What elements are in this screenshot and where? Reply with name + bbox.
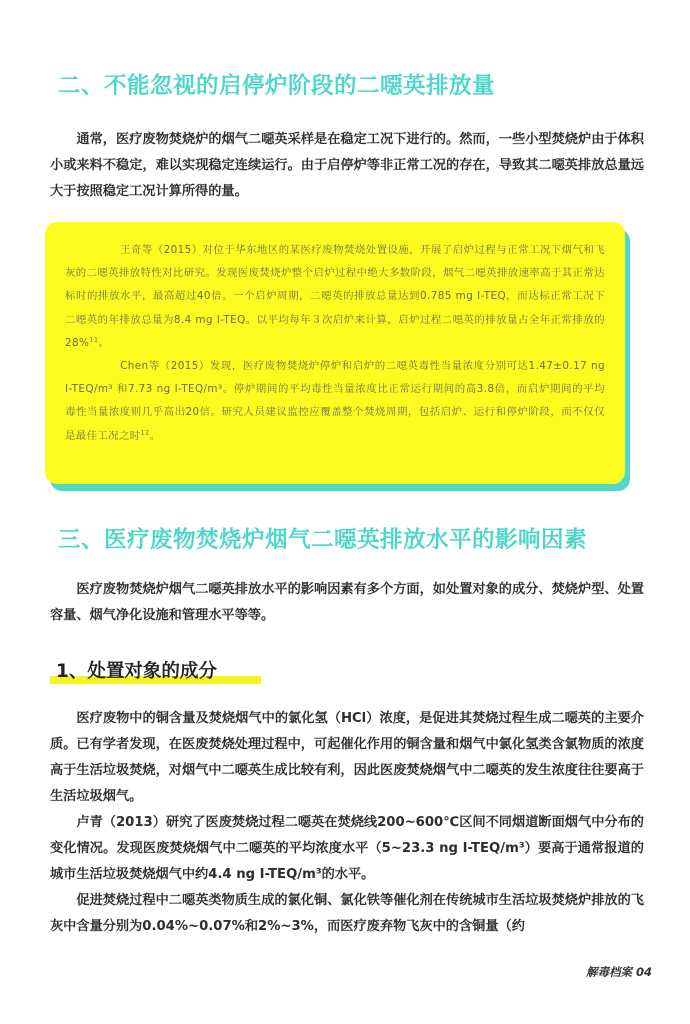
- section-3-heading: 三、医疗废物焚烧炉烟气二噁英排放水平的影响因素: [58, 527, 588, 553]
- section-3-intro: 医疗废物焚烧炉烟气二噁英排放水平的影响因素有多个方面，如处置对象的成分、焚烧炉型、处置容量、烟气净化设施和管理水平等等。: [50, 582, 644, 623]
- subsection-1-paragraph-2: 卢青（2013）研究了医废焚烧过程二噁英在焚烧线200~600℃区间不同烟道断面烟气中分布的变化情况。发现医废焚烧烟气中二噁英的平均浓度水平（5~23.3 ng I-TEQ/m³）要高于通常报道的城市生活垃圾焚烧烟气中约4.4 ng I-TEQ/m³的水平。: [50, 815, 644, 882]
- subsection-1-heading: 1、处置对象的成分: [56, 661, 217, 682]
- callout-paragraph-2-end: 。: [149, 429, 161, 442]
- callout-paragraph-1: [65, 239, 605, 355]
- callout-paragraph-1-end: 。: [98, 336, 110, 349]
- subsection-1-paragraph-1: 医疗废物中的铜含量及焚烧烟气中的氯化氢（HCl）浓度，是促进其焚烧过程生成二噁英的主要介质。已有学者发现，在医废焚烧处理过程中，可起催化作用的铜含量和烟气中氯化氢类含氯物质的浓度高于生活垃圾焚烧，对烟气中二噁英生成比较有利，因此医废焚烧烟气中二噁英的发生浓度往往要高于生活垃圾烟气。: [50, 711, 644, 804]
- callout-paragraph-2: [65, 355, 605, 448]
- callout-paragraph-2-text: Chen等（2015）发现，医疗废物焚烧炉停炉和启炉的二噁英毒性当量浓度分别可达1.47±0.17 ng I-TEQ/m³ 和7.73 ng I-TEQ/m³。停炉期间的平均毒性当量浓度比正常运行期间的高3.8倍，而启炉期间的平均毒性当量浓度则几乎高出20倍。研究人员建议监控应覆盖整个焚烧周期，包括启炉、运行和停炉阶段，而不仅仅是最佳工况之时: [65, 360, 605, 442]
- citation-ref-11: 11: [89, 335, 99, 344]
- section-2-intro: 通常，医疗废物焚烧炉的烟气二噁英采样是在稳定工况下进行的。然而，一些小型焚烧炉由于体积小或来料不稳定，难以实现稳定连续运行。由于启停炉等非正常工况的存在，导致其二噁英排放总量远大于按照稳定工况计算所得的量。: [50, 132, 644, 199]
- callout-box: [45, 222, 625, 484]
- callout-paragraph-1-text: 王奇等（2015）对位于华东地区的某医疗废物焚烧处置设施，开展了启炉过程与正常工况下烟气和飞灰的二噁英排放特性对比研究。发现医废焚烧炉整个启炉过程中绝大多数阶段，烟气二噁英排放速率高于其正常达标时的排放水平，最高超过40倍。一个启炉周期，二噁英的排放总量达到0.785 mg I-TEQ，而达标正常工况下二噁英的年排放总量为8.4 mg I-TEQ。以平均每年３次启炉来计算，启炉过程二噁英的排放量占全年正常排放的28%: [65, 244, 605, 349]
- subsection-1-paragraph-3: 促进焚烧过程中二噁英类物质生成的氯化铜、氯化铁等催化剂在传统城市生活垃圾焚烧炉排放的飞灰中含量分别为0.04%~0.07%和2%~3%，而医疗废弃物飞灰中的含铜量（约: [50, 893, 644, 934]
- page-footer: 解毒档案 04: [585, 965, 652, 979]
- section-2-heading: 二、不能忽视的启停炉阶段的二噁英排放量: [58, 73, 496, 99]
- subsection-1-heading-wrap: [50, 657, 217, 683]
- citation-ref-12: 12: [140, 428, 150, 437]
